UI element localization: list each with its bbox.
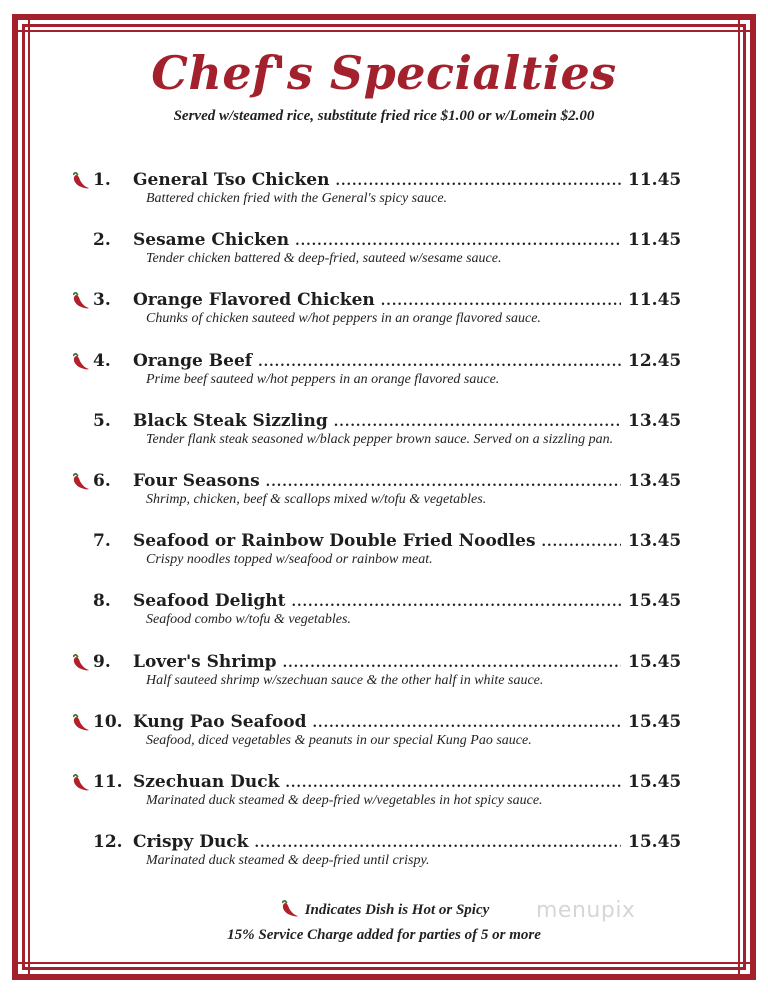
item-price: 15.45 [628,651,682,672]
item-price: 15.45 [628,832,682,853]
legend-text: Indicates Dish is Hot or Spicy [304,902,490,918]
chili-pepper-icon [279,900,299,918]
item-number: 3. [93,290,111,311]
menu-item [0,228,768,288]
chili-pepper-icon [70,473,90,491]
item-description: Chunks of chicken sauteed w/hot peppers in an orange flavored sauce. [146,311,541,327]
item-description: Shrimp, chicken, beef & scallops mixed w/tofu & vegetables. [146,491,487,507]
chili-pepper-icon [70,774,90,792]
item-description: Half sauteed shrimp w/szechuan sauce & the other half in white sauce. [146,672,544,688]
dot-leader [258,355,621,370]
item-description: Battered chicken fried with the General's spicy sauce. [146,191,448,206]
item-number: 12. [93,832,123,853]
item-description: Crispy noodles topped w/seafood or rainbow meat. [146,552,433,568]
item-number: 8. [93,591,111,612]
item-number: 9. [93,651,111,672]
item-description: Tender flank steak seasoned w/black pepper brown sauce. Served on a sizzling pan. [146,431,614,447]
item-price: 11.45 [628,290,682,311]
item-price: 12.45 [628,350,682,371]
item-description: Seafood combo w/tofu & vegetables. [146,612,351,628]
item-description: Seafood, diced vegetables & peanuts in our special Kung Pao sauce. [146,732,532,748]
item-number: 1. [93,170,111,190]
item-name: Four Seasons [133,470,260,491]
item-name: General Tso Chicken [133,170,330,190]
spicy-legend [0,900,768,919]
item-number: 7. [93,531,111,552]
item-name-line [133,591,621,611]
dot-leader [266,475,621,490]
menu-item [0,830,768,890]
chili-pepper-icon [70,172,90,190]
item-name-line [133,290,621,310]
item-name-line [133,832,621,852]
item-number: 11. [93,771,123,792]
watermark: menupix [536,898,636,923]
item-description: Marinated duck steamed & deep-fried until crispy. [146,853,430,869]
item-price: 13.45 [628,410,682,431]
menu-item [0,349,768,409]
chili-pepper-icon [70,714,90,732]
dot-leader [335,174,621,189]
item-name: Szechuan Duck [133,771,280,792]
item-price: 13.45 [628,470,682,491]
item-number: 6. [93,470,111,491]
chili-pepper-icon [70,353,90,371]
border-line [12,30,756,32]
dot-leader [295,234,621,249]
border-line [12,962,756,964]
item-name-line [133,652,621,672]
dot-leader [283,656,621,671]
dot-leader [313,716,621,731]
dot-leader [381,294,621,309]
menu-list [0,168,768,890]
item-name-line [133,712,621,732]
dot-leader [285,776,621,791]
item-name: Seafood or Rainbow Double Fried Noodles [133,531,536,552]
menu-item [0,589,768,649]
item-number: 2. [93,230,111,251]
chili-pepper-icon [70,654,90,672]
dot-leader [291,595,621,610]
item-price: 15.45 [628,591,682,612]
item-description: Tender chicken battered & deep-fried, sauteed w/sesame sauce. [146,251,502,267]
item-name: Orange Flavored Chicken [133,290,375,311]
item-number: 4. [93,350,111,371]
page-subtitle: Served w/steamed rice, substitute fried rice $1.00 or w/Lomein $2.00 [173,108,595,124]
item-name: Kung Pao Seafood [133,711,307,732]
item-price: 11.45 [628,170,682,190]
dot-leader [254,836,621,851]
item-name: Sesame Chicken [133,230,290,251]
item-price: 13.45 [628,531,682,552]
item-description: Prime beef sauteed w/hot peppers in an orange flavored sauce. [146,371,500,387]
item-name: Seafood Delight [133,591,286,612]
dot-leader [334,415,621,430]
item-number: 5. [93,410,111,431]
chili-pepper-icon [70,292,90,310]
menu-item [0,650,768,710]
item-number: 10. [93,711,123,732]
item-name-line [133,531,621,551]
item-price: 15.45 [628,711,682,732]
item-name: Crispy Duck [133,832,249,853]
page-title: Chef's Specialties [151,46,617,100]
item-name-line [133,230,621,250]
menu-item [0,770,768,830]
menu-item [0,409,768,469]
item-name: Orange Beef [133,350,253,371]
item-name-line [133,471,621,491]
item-description: Marinated duck steamed & deep-fried w/vegetables in hot spicy sauce. [146,792,543,808]
menu-item [0,168,768,228]
item-name-line [133,170,621,190]
item-name: Black Steak Sizzling [133,410,328,431]
item-name-line [133,351,621,371]
item-price: 11.45 [628,230,682,251]
menu-item [0,710,768,770]
item-price: 15.45 [628,771,682,792]
item-name-line [133,411,621,431]
dot-leader [542,535,621,550]
service-charge-note: 15% Service Charge added for parties of 5 or more [227,927,541,943]
menu-item [0,529,768,589]
menu-item [0,288,768,348]
item-name-line [133,772,621,792]
menu-item [0,469,768,529]
item-name: Lover's Shrimp [133,651,277,672]
